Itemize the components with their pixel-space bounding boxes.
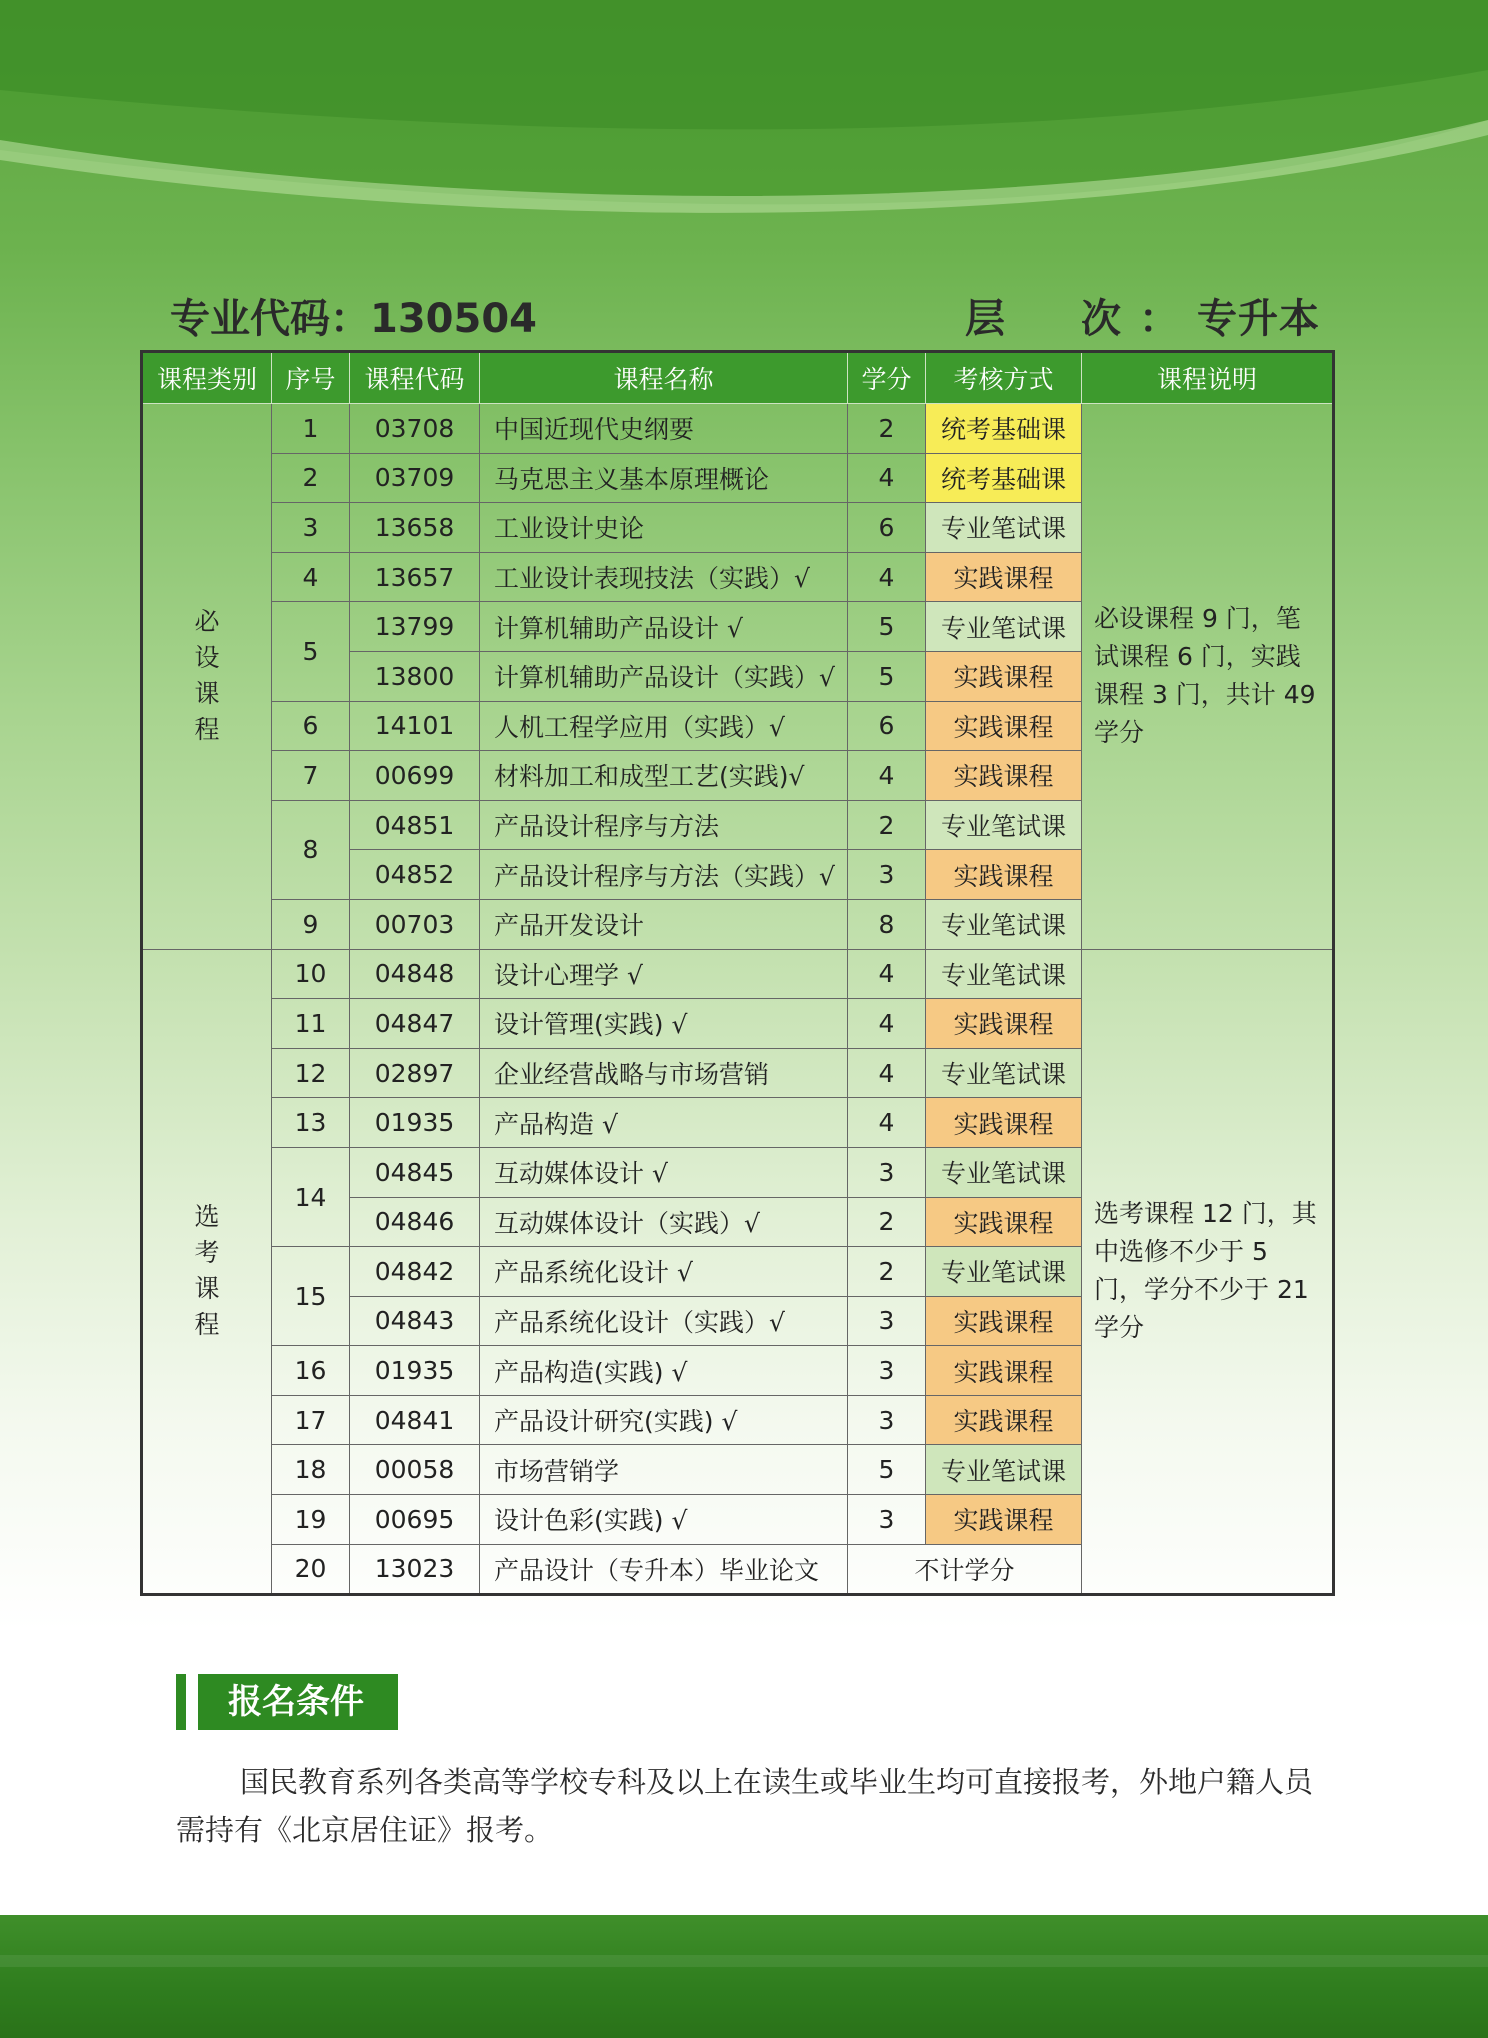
method-cell: 统考基础课 [926, 453, 1082, 503]
credit-cell: 4 [848, 1048, 926, 1098]
code-cell: 13799 [350, 602, 480, 652]
seq-cell: 1 [272, 404, 350, 454]
name-cell: 产品系统化设计 √ [480, 1247, 848, 1297]
code-cell: 04848 [350, 949, 480, 999]
code-cell: 03708 [350, 404, 480, 454]
credit-cell: 3 [848, 1495, 926, 1545]
name-cell: 产品系统化设计（实践）√ [480, 1296, 848, 1346]
method-cell: 实践课程 [926, 751, 1082, 801]
method-cell: 实践课程 [926, 850, 1082, 900]
method-cell: 实践课程 [926, 1395, 1082, 1445]
credit-cell: 3 [848, 1147, 926, 1197]
name-cell: 市场营销学 [480, 1445, 848, 1495]
note-elective: 选考课程 12 门，其中选修不少于 5 门，学分不少于 21 学分 [1082, 949, 1334, 1595]
column-header: 学分 [848, 352, 926, 404]
code-cell: 04843 [350, 1296, 480, 1346]
method-cell: 实践课程 [926, 1098, 1082, 1148]
category-label: 选考课程 [194, 1202, 220, 1340]
code-cell: 04842 [350, 1247, 480, 1297]
table-header-row [142, 352, 1334, 404]
level [965, 287, 1320, 344]
credit-cell: 3 [848, 1296, 926, 1346]
method-cell: 专业笔试课 [926, 1147, 1082, 1197]
name-cell: 产品设计研究(实践) √ [480, 1395, 848, 1445]
method-cell: 实践课程 [926, 1197, 1082, 1247]
table-row [142, 949, 1334, 999]
credit-cell: 4 [848, 453, 926, 503]
credit-cell: 3 [848, 1346, 926, 1396]
seq-cell: 20 [272, 1544, 350, 1595]
code-cell: 00699 [350, 751, 480, 801]
credit-cell: 3 [848, 1395, 926, 1445]
course-table [140, 350, 1335, 1596]
seq-cell: 19 [272, 1495, 350, 1545]
credit-cell: 2 [848, 1247, 926, 1297]
name-cell: 设计管理(实践) √ [480, 999, 848, 1049]
method-cell: 专业笔试课 [926, 1445, 1082, 1495]
seq-cell: 15 [272, 1247, 350, 1346]
column-header: 考核方式 [926, 352, 1082, 404]
level-value: 专升本 [1197, 295, 1320, 342]
bottom-stripe [0, 1955, 1488, 1967]
table-row [142, 404, 1334, 454]
credit-cell: 8 [848, 899, 926, 949]
category-label: 必设课程 [194, 607, 220, 745]
level-label: 层 次： [965, 295, 1197, 342]
bottom-band [0, 1915, 1488, 2038]
credit-cell: 不计学分 [848, 1544, 1082, 1595]
method-cell: 实践课程 [926, 1495, 1082, 1545]
seq-cell: 14 [272, 1147, 350, 1246]
name-cell: 产品设计程序与方法（实践）√ [480, 850, 848, 900]
seq-cell: 12 [272, 1048, 350, 1098]
code-cell: 02897 [350, 1048, 480, 1098]
code-cell: 04841 [350, 1395, 480, 1445]
column-header: 课程说明 [1082, 352, 1334, 404]
major-code-value: 130504 [370, 295, 537, 342]
column-header: 课程名称 [480, 352, 848, 404]
credit-cell: 4 [848, 552, 926, 602]
top-decoration [0, 0, 1488, 240]
name-cell: 设计心理学 √ [480, 949, 848, 999]
seq-cell: 6 [272, 701, 350, 751]
method-cell: 专业笔试课 [926, 602, 1082, 652]
method-cell: 实践课程 [926, 701, 1082, 751]
name-cell: 企业经营战略与市场营销 [480, 1048, 848, 1098]
code-cell: 04852 [350, 850, 480, 900]
registration-heading [176, 1674, 398, 1730]
method-cell: 专业笔试课 [926, 1048, 1082, 1098]
name-cell: 工业设计史论 [480, 503, 848, 553]
credit-cell: 3 [848, 850, 926, 900]
credit-cell: 5 [848, 602, 926, 652]
seq-cell: 8 [272, 800, 350, 899]
method-cell: 专业笔试课 [926, 1247, 1082, 1297]
method-cell: 实践课程 [926, 1296, 1082, 1346]
seq-cell: 3 [272, 503, 350, 553]
column-header: 课程代码 [350, 352, 480, 404]
code-cell: 14101 [350, 701, 480, 751]
column-header: 序号 [272, 352, 350, 404]
seq-cell: 4 [272, 552, 350, 602]
seq-cell: 9 [272, 899, 350, 949]
category-elective [142, 949, 272, 1595]
seq-cell: 2 [272, 453, 350, 503]
name-cell: 计算机辅助产品设计（实践）√ [480, 651, 848, 701]
seq-cell: 11 [272, 999, 350, 1049]
major-header [170, 290, 1320, 340]
name-cell: 产品设计程序与方法 [480, 800, 848, 850]
method-cell: 实践课程 [926, 651, 1082, 701]
code-cell: 04845 [350, 1147, 480, 1197]
category-required [142, 404, 272, 950]
credit-cell: 6 [848, 503, 926, 553]
credit-cell: 5 [848, 651, 926, 701]
column-header: 课程类别 [142, 352, 272, 404]
name-cell: 设计色彩(实践) √ [480, 1495, 848, 1545]
name-cell: 计算机辅助产品设计 √ [480, 602, 848, 652]
seq-cell: 17 [272, 1395, 350, 1445]
credit-cell: 4 [848, 1098, 926, 1148]
name-cell: 互动媒体设计 √ [480, 1147, 848, 1197]
seq-cell: 10 [272, 949, 350, 999]
name-cell: 产品构造 √ [480, 1098, 848, 1148]
credit-cell: 5 [848, 1445, 926, 1495]
code-cell: 01935 [350, 1346, 480, 1396]
code-cell: 01935 [350, 1098, 480, 1148]
method-cell: 实践课程 [926, 552, 1082, 602]
credit-cell: 4 [848, 751, 926, 801]
code-cell: 04851 [350, 800, 480, 850]
name-cell: 马克思主义基本原理概论 [480, 453, 848, 503]
registration-text: 国民教育系列各类高等学校专科及以上在读生或毕业生均可直接报考，外地户籍人员需持有《北京居住证》报考。 [176, 1765, 1314, 1847]
seq-cell: 7 [272, 751, 350, 801]
credit-cell: 2 [848, 1197, 926, 1247]
credit-cell: 2 [848, 404, 926, 454]
code-cell: 04847 [350, 999, 480, 1049]
name-cell: 互动媒体设计（实践）√ [480, 1197, 848, 1247]
code-cell: 13657 [350, 552, 480, 602]
registration-title: 报名条件 [198, 1674, 398, 1730]
credit-cell: 2 [848, 800, 926, 850]
name-cell: 产品构造(实践) √ [480, 1346, 848, 1396]
name-cell: 工业设计表现技法（实践）√ [480, 552, 848, 602]
heading-accent-bar [176, 1674, 186, 1730]
method-cell: 实践课程 [926, 1346, 1082, 1396]
code-cell: 03709 [350, 453, 480, 503]
method-cell: 专业笔试课 [926, 899, 1082, 949]
method-cell: 专业笔试课 [926, 949, 1082, 999]
credit-cell: 4 [848, 999, 926, 1049]
name-cell: 人机工程学应用（实践）√ [480, 701, 848, 751]
method-cell: 专业笔试课 [926, 503, 1082, 553]
seq-cell: 5 [272, 602, 350, 701]
credit-cell: 6 [848, 701, 926, 751]
method-cell: 统考基础课 [926, 404, 1082, 454]
note-required: 必设课程 9 门，笔试课程 6 门，实践课程 3 门，共计 49 学分 [1082, 404, 1334, 950]
name-cell: 材料加工和成型工艺(实践)√ [480, 751, 848, 801]
method-cell: 实践课程 [926, 999, 1082, 1049]
name-cell: 产品设计（专升本）毕业论文 [480, 1544, 848, 1595]
code-cell: 13800 [350, 651, 480, 701]
major-code-label: 专业代码： [170, 295, 370, 342]
name-cell: 中国近现代史纲要 [480, 404, 848, 454]
code-cell: 13023 [350, 1544, 480, 1595]
major-code [170, 287, 537, 344]
credit-cell: 4 [848, 949, 926, 999]
seq-cell: 18 [272, 1445, 350, 1495]
method-cell: 专业笔试课 [926, 800, 1082, 850]
name-cell: 产品开发设计 [480, 899, 848, 949]
code-cell: 04846 [350, 1197, 480, 1247]
code-cell: 13658 [350, 503, 480, 553]
code-cell: 00695 [350, 1495, 480, 1545]
seq-cell: 16 [272, 1346, 350, 1396]
code-cell: 00703 [350, 899, 480, 949]
code-cell: 00058 [350, 1445, 480, 1495]
seq-cell: 13 [272, 1098, 350, 1148]
